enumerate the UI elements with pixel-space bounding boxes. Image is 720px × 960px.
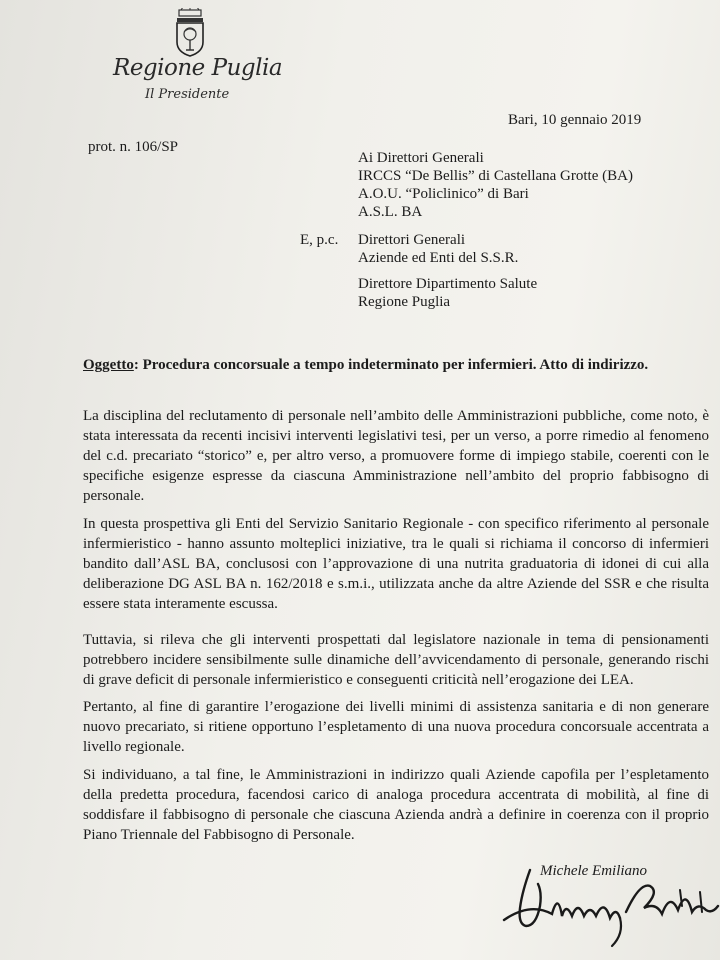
subject-label: Oggetto xyxy=(83,357,134,373)
recipient-line: A.S.L. BA xyxy=(358,204,423,220)
body-paragraph: La disciplina del reclutamento di personale nell’ambito delle Amministrazioni pubbliche, come noto, è stata interessata da recenti incisivi interventi legislativi tesi, per un verso, a porre rimedio al fenomeno del c.d. precariato “storico” e, per altro verso, a promuovere forme di impiego stabile, coerenti con le specifiche esigenze espresse da ciascuna Amministrazione nell’ambito del proprio fabbisogno di personale. xyxy=(83,408,709,504)
logo-name: Regione Puglia xyxy=(113,55,283,81)
cc-block-2 xyxy=(358,275,537,311)
subject-text: : Procedura concorsuale a tempo indeterminato per infermieri. Atto di indirizzo. xyxy=(133,357,649,373)
logo-subtitle: Il Presidente xyxy=(145,87,230,102)
regional-coat-of-arms-icon xyxy=(170,8,210,58)
cc-line: Aziende ed Enti del S.S.R. xyxy=(358,250,519,266)
body-paragraph: In questa prospettiva gli Enti del Servizio Sanitario Regionale - con specifico riferimento al personale infermieristico - hanno assunto molteplici iniziative, tra le quali si richiama il concorso di infermieri bandito dall’ASL BA, conclusosi con l’approvazione di una nutrita graduatoria di idonei di cui alla deliberazione DG ASL BA n. 162/2018 e s.m.i., utilizzata anche da altre Aziende del SSR e che risulta essere stata interamente escussa. xyxy=(83,516,709,612)
cc-line: Direttori Generali xyxy=(358,232,466,248)
recipient-line: IRCCS “De Bellis” di Castellana Grotte (BA) xyxy=(358,168,633,184)
body-paragraph: Pertanto, al fine di garantire l’erogazione dei livelli minimi di assistenza sanitaria e di non generare nuovo precariato, si ritiene opportuno l’espletamento di una nuova procedura concorsuale accentrata a livello regionale. xyxy=(83,699,709,755)
cc-line: Regione Puglia xyxy=(358,294,451,310)
date-line: Bari, 10 gennaio 2019 xyxy=(508,112,642,128)
cc-line: Direttore Dipartimento Salute xyxy=(358,276,538,292)
cc-label: E, p.c. xyxy=(300,232,339,248)
handwritten-signature-icon xyxy=(500,862,720,952)
body-paragraph: Tuttavia, si rileva che gli interventi prospettati dal legislatore nazionale in tema di pensionamenti potrebbero incidere sensibilmente sulle dinamiche dell’avvicendamento di personale, generando rischi di grave deficit di personale infermieristico e conseguenti criticità nell’erogazione dei LEA. xyxy=(83,632,709,688)
subject-line xyxy=(83,357,683,374)
body-paragraph: Si individuano, a tal fine, le Amministrazioni in indirizzo quali Aziende capofila per l’espletamento della predetta procedura, facendosi carico di analoga procedura accentrata di mobilità, al fine di soddisfare il fabbisogno di personale che ciascuna Azienda andrà a definire in coerenza con il proprio Piano Triennale del Fabbisogno di Personale. xyxy=(83,767,709,843)
recipient-line: Ai Direttori Generali xyxy=(358,150,484,166)
recipients-block xyxy=(358,149,633,221)
protocol-number: prot. n. 106/SP xyxy=(88,139,179,155)
recipient-line: A.O.U. “Policlinico” di Bari xyxy=(358,186,529,202)
signatory-name: Michele Emiliano xyxy=(540,863,648,879)
cc-block-1 xyxy=(358,231,518,267)
